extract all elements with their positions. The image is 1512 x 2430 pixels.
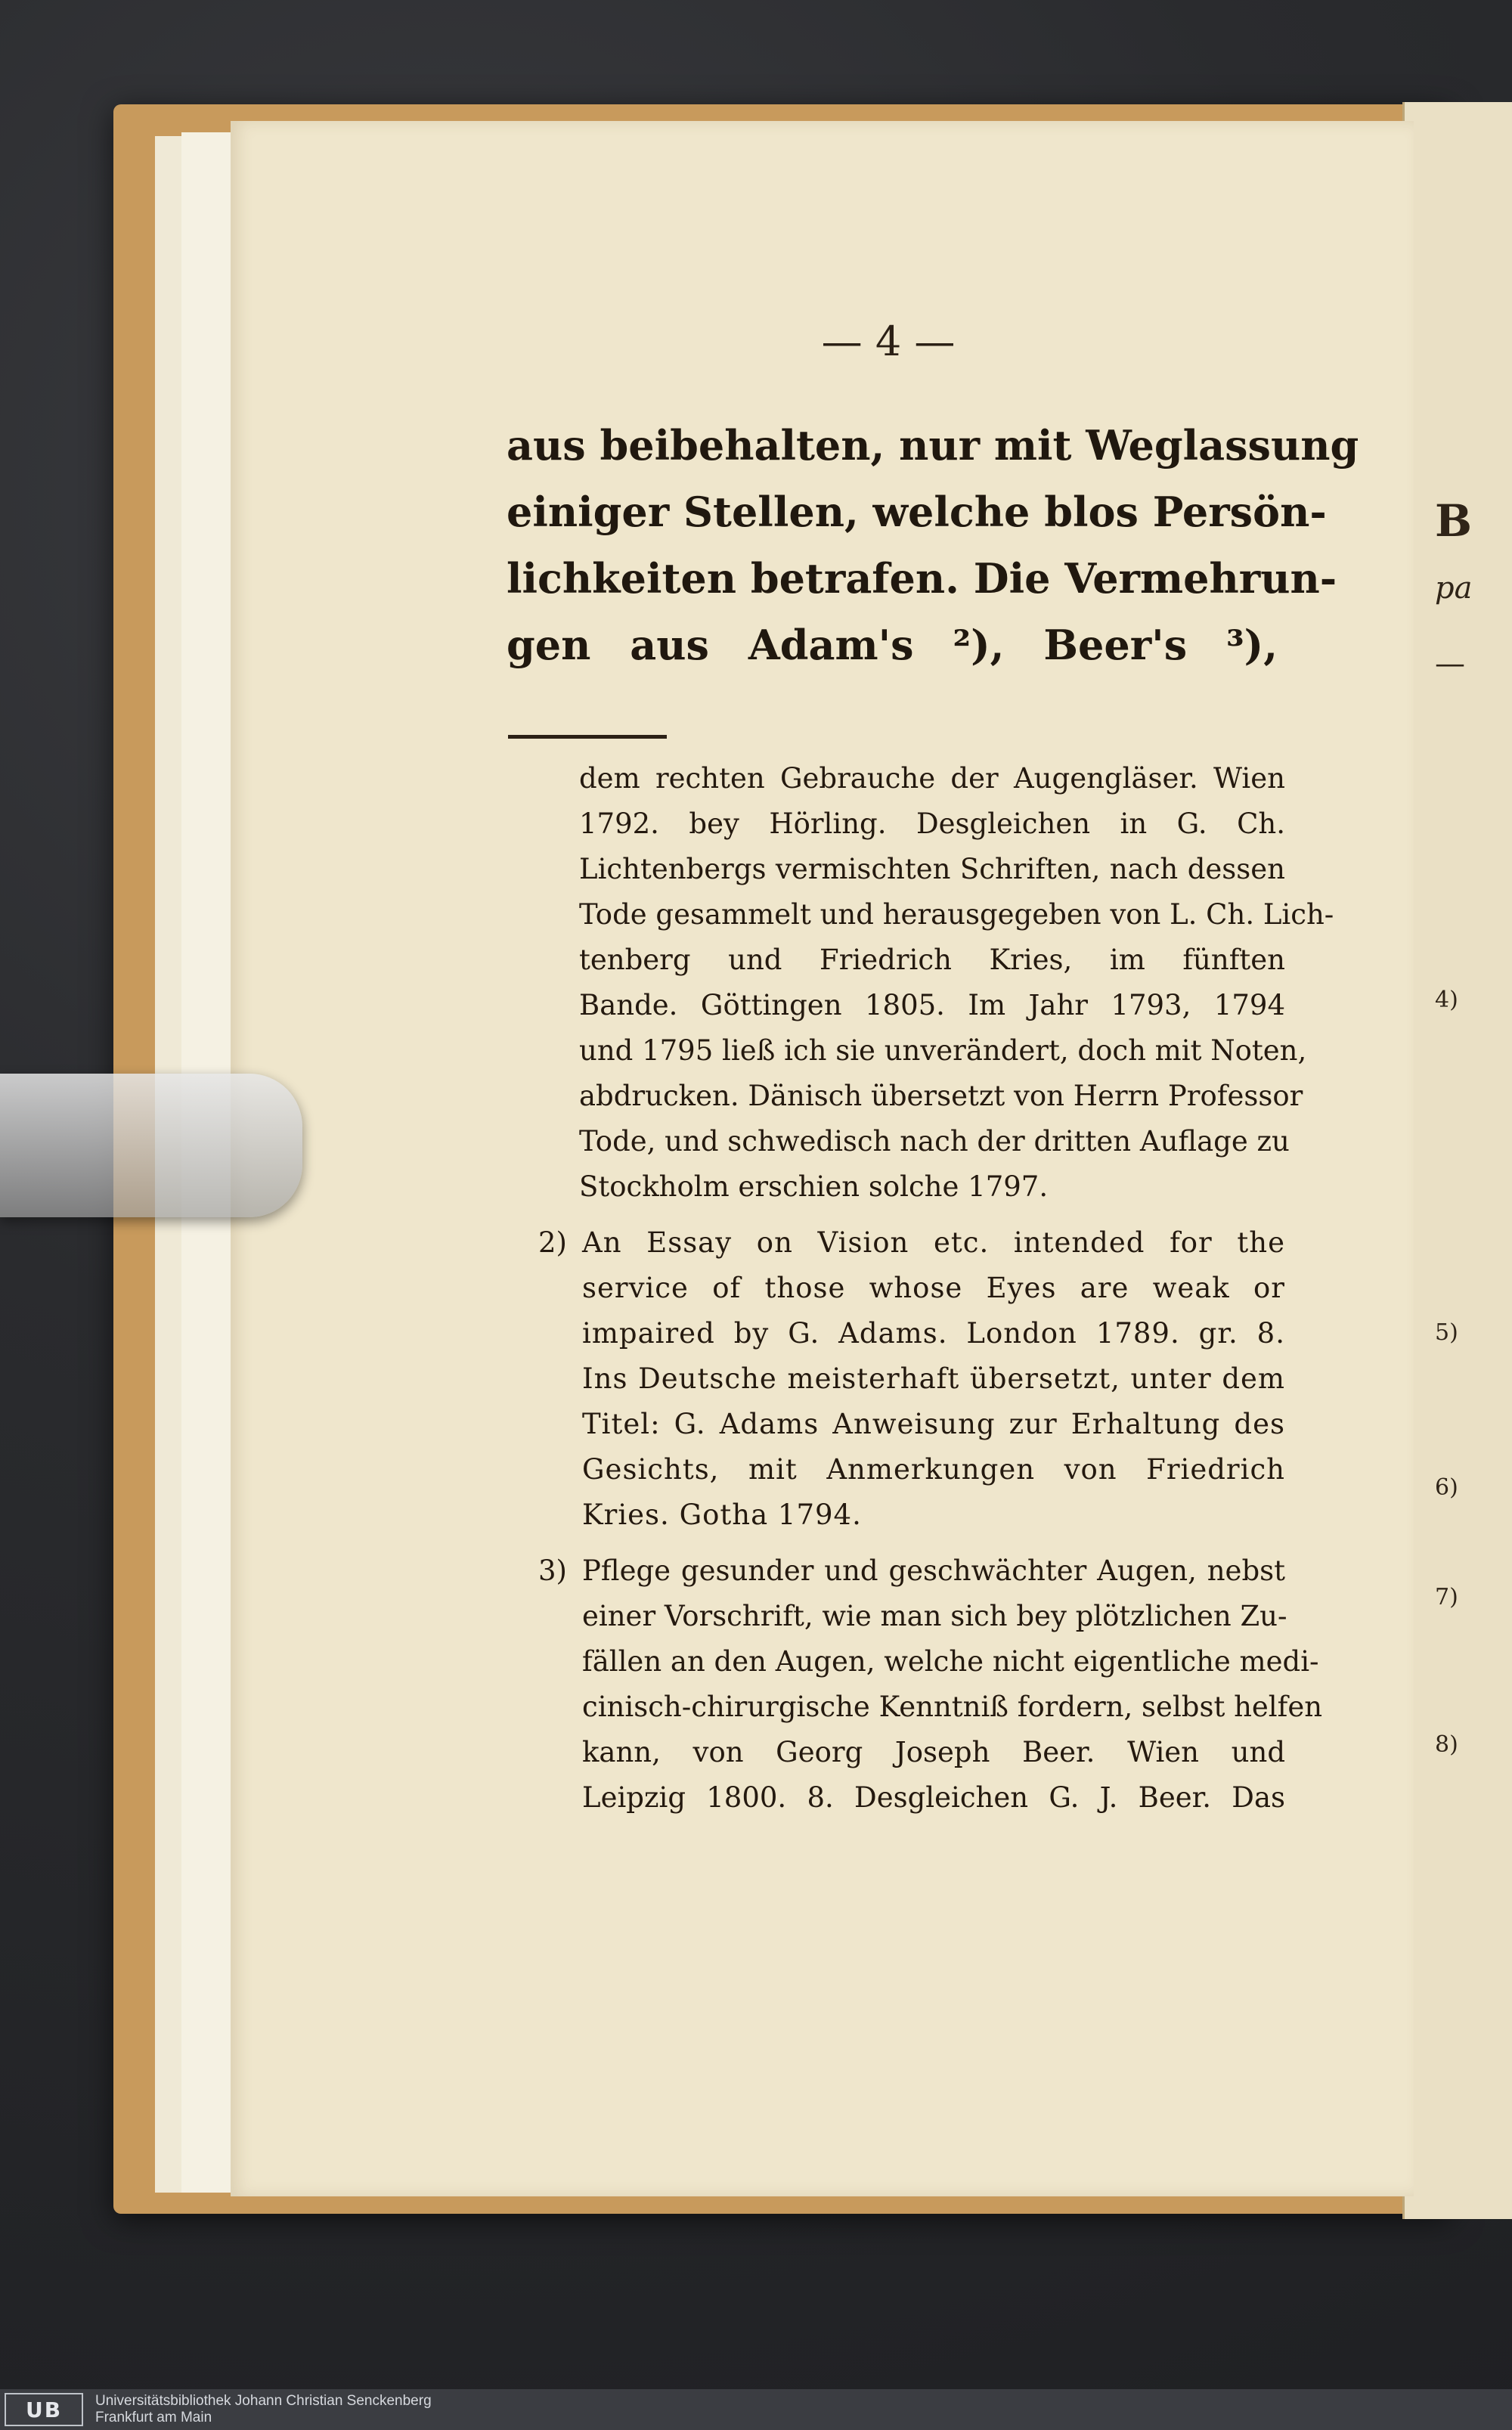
facing-page-fragment: — [1435,646,1465,681]
footnote-line: Tode, und schwedisch nach der dritten Auflage zu [579,1125,1290,1158]
page-holder-clip [0,1074,302,1217]
footnote-line: und 1795 ließ ich sie unverändert, doch mit Noten, [579,1034,1307,1067]
footnote-line: kann, von Georg Joseph Beer. Wien und [582,1736,1285,1768]
facing-page-fragment: 6) [1435,1474,1458,1501]
facing-page-edge [1402,102,1512,2219]
library-city: Frankfurt am Main [95,2410,212,2425]
footnote-line: Tode gesammelt und herausgegeben von L. Ch. Lich- [579,898,1334,931]
footnote-3 [538,1548,1323,1821]
facing-page-fragment: pa [1435,571,1473,606]
footnote-line: An Essay on Vision etc. intended for the [582,1226,1285,1259]
main-body-text [507,412,1359,678]
page-number: — 4 — [821,318,956,365]
footnote-line: Ins Deutsche meisterhaft übersetzt, unter dem [582,1362,1285,1395]
footnote-line: Leipzig 1800. 8. Desgleichen G. J. Beer. Das [582,1781,1285,1814]
footnote-rule [508,735,667,739]
footnote-line: cinisch-chirurgische Kenntniß fordern, selbst helfen [582,1691,1323,1723]
library-credit [95,2393,432,2426]
footnote-line: impaired by G. Adams. London 1789. gr. 8. [582,1317,1285,1350]
footnote-line: Pflege gesunder und geschwächter Augen, nebst [582,1554,1285,1587]
footnote-line: fällen an den Augen, welche nicht eigentliche medi- [582,1645,1319,1678]
footnote-number: 3) [538,1554,567,1587]
text-line: lichkeiten betrafen. Die Vermehrun- [507,554,1337,603]
footnote-line: Titel: G. Adams Anweisung zur Erhaltung des [582,1408,1285,1440]
facing-page-fragment: 5) [1435,1319,1458,1346]
footnote-number: 2) [538,1226,567,1259]
facing-page-fragment: 4) [1435,987,1458,1013]
library-footer-bar [0,2389,1512,2430]
footnote-line: tenberg und Friedrich Kries, im fünften [579,944,1285,976]
footnote-line: Bande. Göttingen 1805. Im Jahr 1793, 1794 [579,989,1285,1021]
footnote-line: abdrucken. Dänisch übersetzt von Herrn Professor [579,1080,1303,1112]
footnote-line: dem rechten Gebrauche der Augengläser. Wien [579,762,1285,795]
footnote-line: Lichtenbergs vermischten Schriften, nach dessen [579,853,1285,885]
footnote-line: Stockholm erschien solche 1797. [579,1170,1049,1203]
footnote-2 [538,1220,1285,1538]
footnotes [538,756,1334,1831]
text-line: aus beibehalten, nur mit Weglassung [507,421,1359,470]
text-line: gen aus Adam's ²), Beer's ³), [507,621,1278,669]
footnote-line: einer Vorschrift, wie man sich bey plötzlichen Zu- [582,1600,1287,1632]
footnote-line: Gesichts, mit Anmerkungen von Friedrich [582,1453,1285,1486]
ub-logo-icon: UB [5,2393,83,2426]
facing-page-fragment: B [1435,495,1473,547]
library-name: Universitätsbibliothek Johann Christian Senckenberg [95,2393,432,2409]
footnote-line: 1792. bey Hörling. Desgleichen in G. Ch. [579,807,1285,840]
text-line: einiger Stellen, welche blos Persön- [507,488,1327,536]
footnote-continued [544,756,1334,1210]
footnote-line: service of those whose Eyes are weak or [582,1272,1285,1304]
facing-page-fragment: 8) [1435,1731,1458,1758]
footnote-line: Kries. Gotha 1794. [582,1499,862,1531]
facing-page-fragment: 7) [1435,1584,1458,1610]
